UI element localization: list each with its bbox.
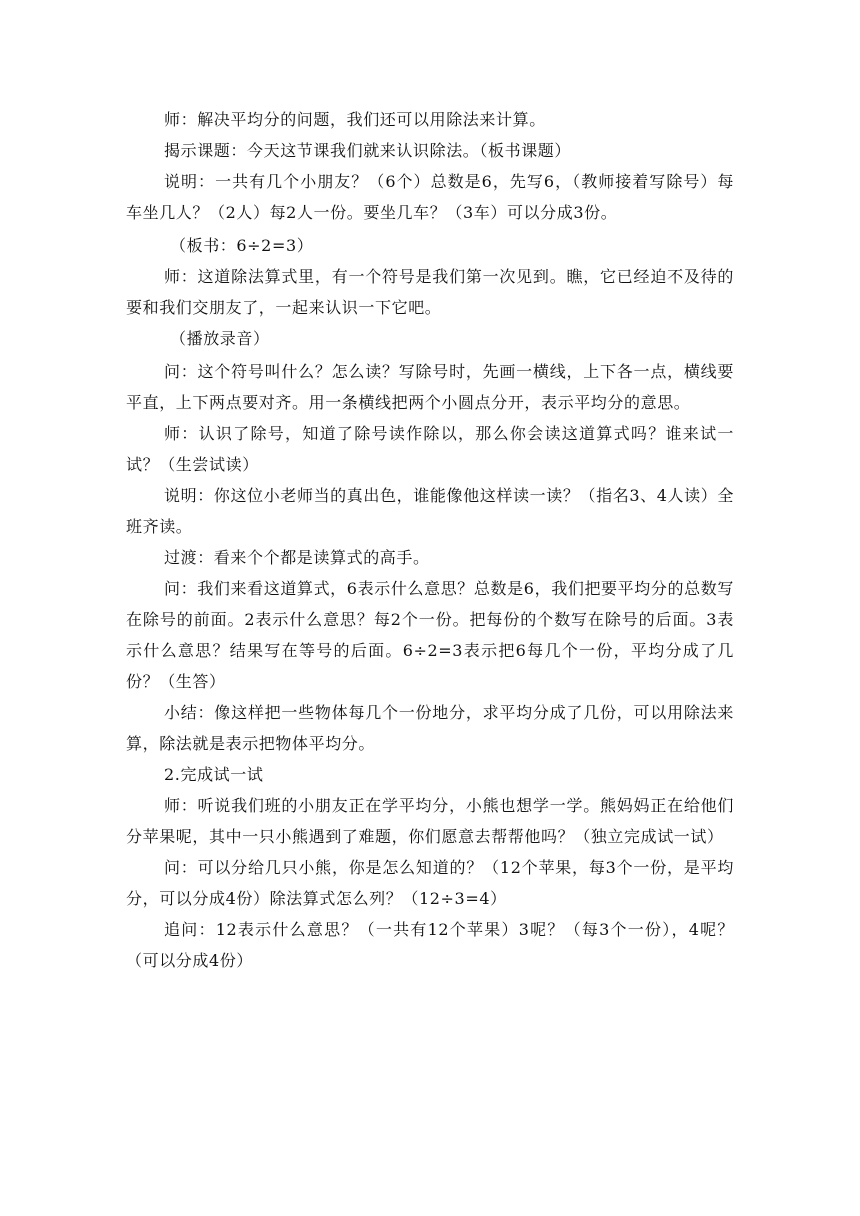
paragraph-1: 师：解决平均分的问题，我们还可以用除法来计算。	[164, 110, 546, 129]
document-body	[126, 104, 734, 976]
paragraph-4: （板书：6÷2=3）	[170, 236, 314, 255]
paragraph-9: 说明：你这位小老师当的真出色，谁能像他这样读一读？（指名3、4人读）全班齐读。	[126, 486, 734, 536]
paragraph-11: 问：我们来看这道算式，6表示什么意思？总数是6，我们把要平均分的总数写在除号的前面。2表示什么意思？每2个一份。把每份的个数写在除号的后面。3表示什么意思？结果写在等号的后面。6÷2=3表示把6每几个一份，平均分成了几份？（生答）	[126, 579, 734, 691]
paragraph-3: 说明：一共有几个小朋友？（6个）总数是6，先写6，（教师接着写除号）每车坐几人？（2人）每2人一份。要坐几车？（3车）可以分成3份。	[126, 172, 734, 222]
paragraph-2: 揭示课题：今天这节课我们就来认识除法。（板书课题）	[164, 141, 572, 160]
paragraph-14: 师：听说我们班的小朋友正在学平均分，小熊也想学一学。熊妈妈正在给他们分苹果呢，其中一只小熊遇到了难题，你们愿意去帮帮他吗？（独立完成试一试）	[126, 796, 734, 846]
paragraph-10: 过渡：看来个个都是读算式的高手。	[164, 548, 430, 567]
paragraph-15: 问：可以分给几只小熊，你是怎么知道的？（12个苹果，每3个一份，是平均分，可以分成4份）除法算式怎么列？（12÷3=4）	[126, 858, 734, 908]
paragraph-8: 师：认识了除号，知道了除号读作除以，那么你会读这道算式吗？谁来试一试？（生尝试读）	[126, 424, 734, 474]
paragraph-12: 小结：像这样把一些物体每几个一份地分，求平均分成了几份，可以用除法来算，除法就是表示把物体平均分。	[126, 703, 734, 753]
paragraph-16: 追问：12表示什么意思？（一共有12个苹果）3呢？（每3个一份），4呢？（可以分成4份）	[126, 920, 734, 970]
paragraph-13: 2.完成试一试	[164, 765, 264, 784]
paragraph-5: 师：这道除法算式里，有一个符号是我们第一次见到。瞧，它已经迫不及待的要和我们交朋友了，一起来认识一下它吧。	[126, 267, 734, 317]
paragraph-7: 问：这个符号叫什么？怎么读？写除号时，先画一横线，上下各一点，横线要平直，上下两点要对齐。用一条横线把两个小圆点分开，表示平均分的意思。	[126, 362, 734, 412]
paragraph-6: （播放录音）	[170, 329, 270, 348]
